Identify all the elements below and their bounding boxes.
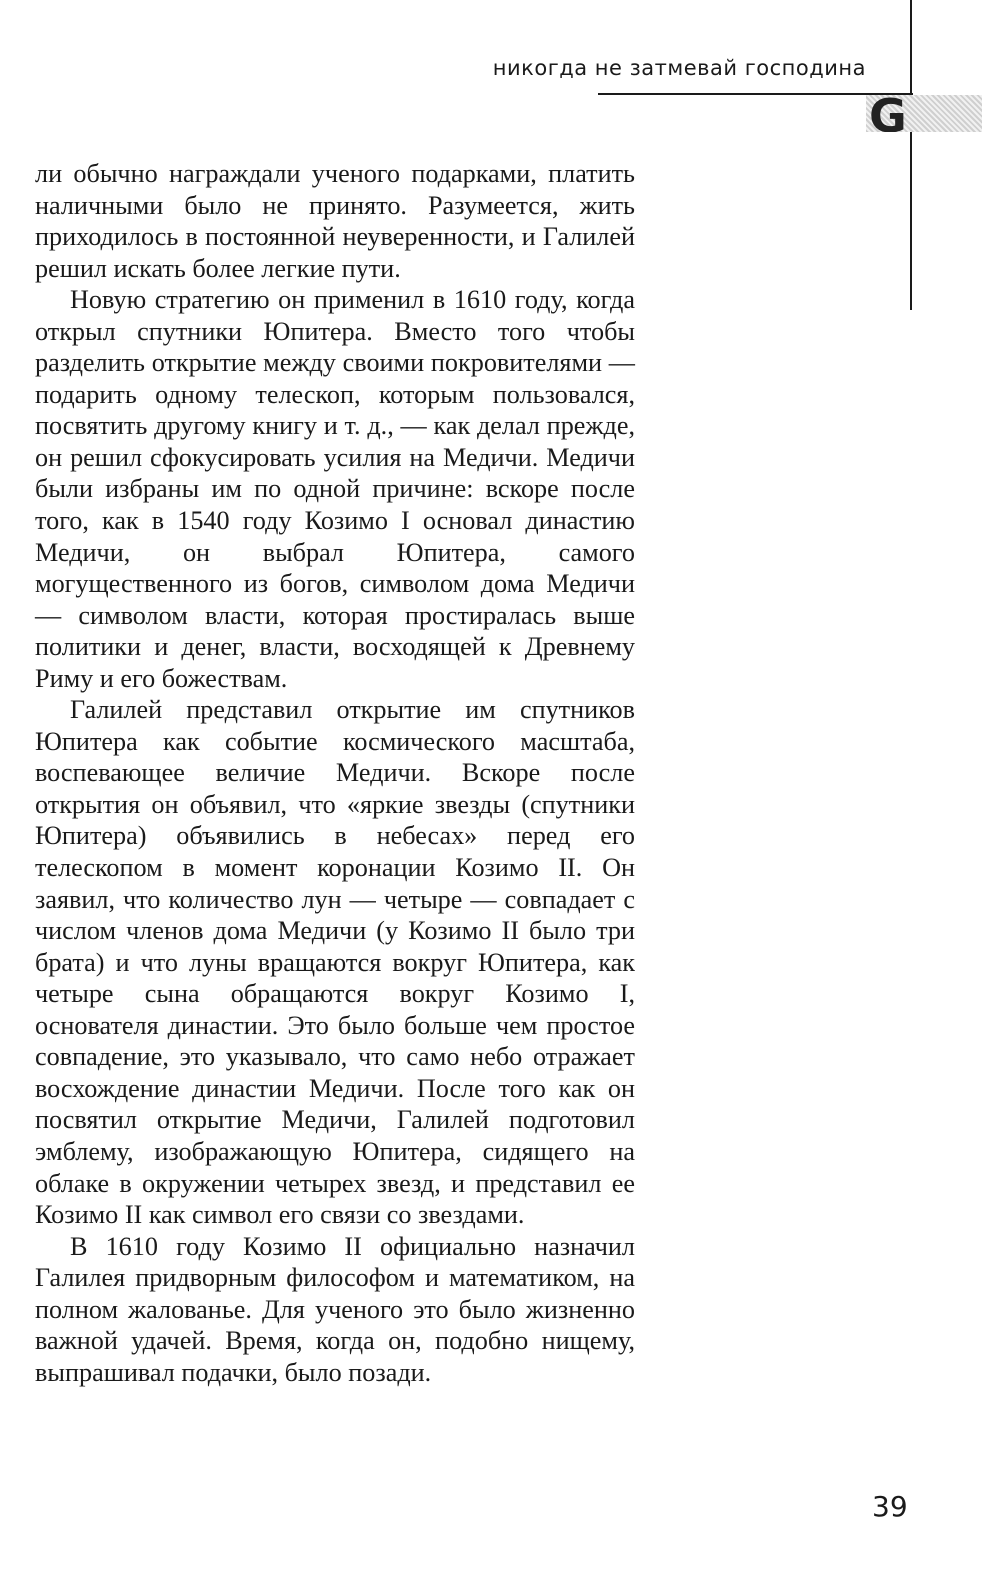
page-number: 39 [872, 1490, 908, 1523]
chapter-badge [866, 95, 982, 132]
chapter-badge-letter: G [869, 95, 907, 132]
paragraph-1: ли обычно награждали ученого подарками, платить наличными было не принято. Разумеется, жить приходилось в постоянной неуверенности, и Галилей решил искать более легкие пути. [35, 159, 635, 283]
margin-vertical-rule [910, 0, 912, 310]
paragraph-3: Галилей представил открытие им спутников Юпитера как событие космического масштаба, воспевающее величие Медичи. Вскоре после открытия он объявил, что «яркие звезды (спутники Юпитера) объявились в небесах» перед его телескопом в момент коронации Козимо II. Он заявил, что количество лун — четыре — совпадает с числом членов дома Медичи (у Козимо II было три брата) и что луны вращаются вокруг Юпитера, как четыре сына обращаются вокруг Козимо I, основателя династии. Это было больше чем простое совпадение, это указывало, что само небо отражает восхождение династии Медичи. После того как он посвятил открытие Медичи, Галилей подготовил эмблему, изображающую Юпитера, сидящего на облаке в окружении четырех звезд, и представил ее Козимо II как символ его связи со звездами. [35, 695, 635, 1230]
paragraph-2: Новую стратегию он применил в 1610 году, когда открыл спутники Юпитера. Вместо того чтобы разделить открытие между своими покровителями — подарить одному телескоп, которым пользовался, посвятить другому книгу и т. д., — как делал прежде, он решил сфокусировать усилия на Медичи. Медичи были избраны им по одной причине: вскоре после того, как в 1540 году Козимо I основал династию Медичи, он выбрал Юпитера, самого могущественного из богов, символом дома Медичи — символом власти, которая простиралась выше политики и денег, власти, восходящей к Древнему Риму и его божествам. [35, 285, 635, 693]
paragraph-4: В 1610 году Козимо II официально назначил Галилея придворным философом и математиком, на полном жалованье. Для ученого это было жизненно важной удачей. Время, когда он, подобно нищему, выпрашивал подачки, было позади. [35, 1231, 635, 1387]
body-text [35, 158, 635, 1388]
running-header: никогда не затмевай господина [492, 56, 866, 80]
